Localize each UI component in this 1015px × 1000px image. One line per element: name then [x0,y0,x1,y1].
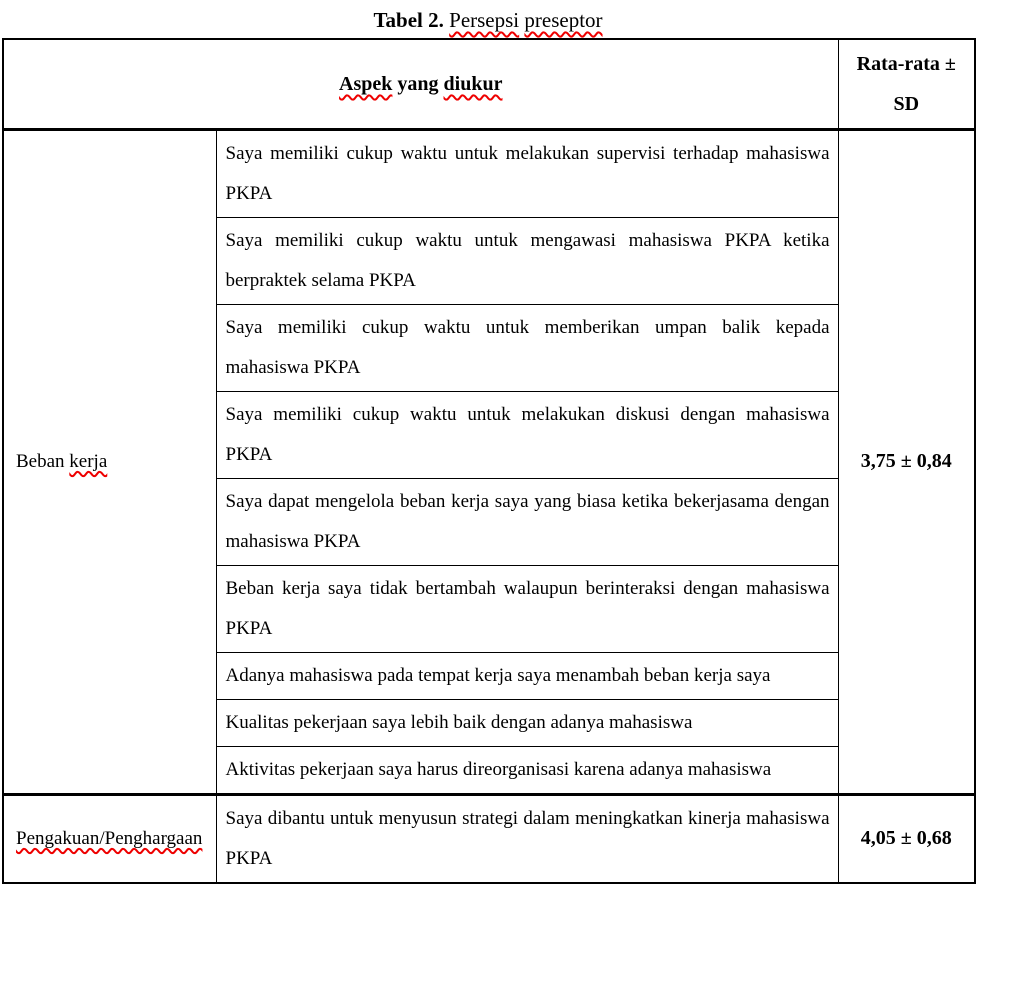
statement-cell: Saya memiliki cukup waktu untuk melakukan diskusi dengan mahasiswa PKPA [216,391,838,478]
statement-cell: Saya dibantu untuk menyusun strategi dalam meningkatkan kinerja mahasiswa PKPA [216,794,838,883]
statement-cell: Saya dapat mengelola beban kerja saya yang biasa ketika bekerjasama dengan mahasiswa PKPA [216,478,838,565]
text-fragment: yang [392,72,444,95]
table-title-label: Tabel 2. [373,8,444,32]
header-aspect-label [339,73,502,95]
statement-cell: Saya memiliki cukup waktu untuk memberikan umpan balik kepada mahasiswa PKPA [216,304,838,391]
category-cell [3,794,216,883]
table-row [3,794,975,883]
statement-cell: Aktivitas pekerjaan saya harus direorganisasi karena adanya mahasiswa [216,746,838,794]
statement-cell: Beban kerja saya tidak bertambah walaupun berinteraksi dengan mahasiswa PKPA [216,565,838,652]
table-row [3,129,975,217]
mean-sd-cell: 4,05 ± 0,68 [838,794,975,883]
mean-sd-cell: 3,75 ± 0,84 [838,129,975,794]
statement-cell: Kualitas pekerjaan saya lebih baik dengan adanya mahasiswa [216,699,838,746]
misspelled-word: kerja [69,450,108,472]
statement-cell: Adanya mahasiswa pada tempat kerja saya menambah beban kerja saya [216,652,838,699]
header-row [3,39,975,129]
misspelled-word: Pengakuan/Penghargaan [16,827,203,849]
perception-table [2,38,976,884]
header-stat-cell: Rata-rata ± SD [838,39,975,129]
table-title-caption [449,8,602,32]
header-aspect-cell [3,39,838,129]
statement-cell: Saya memiliki cukup waktu untuk mengawasi mahasiswa PKPA ketika berpraktek selama PKPA [216,217,838,304]
misspelled-word: preseptor [524,8,603,32]
misspelled-word: diukur [443,72,503,95]
statement-cell: Saya memiliki cukup waktu untuk melakukan supervisi terhadap mahasiswa PKPA [216,129,838,217]
misspelled-word: Aspek [339,72,393,95]
text-fragment: Beban [16,450,70,472]
table-title [2,7,974,33]
misspelled-word: Persepsi [449,8,520,32]
category-cell [3,129,216,794]
